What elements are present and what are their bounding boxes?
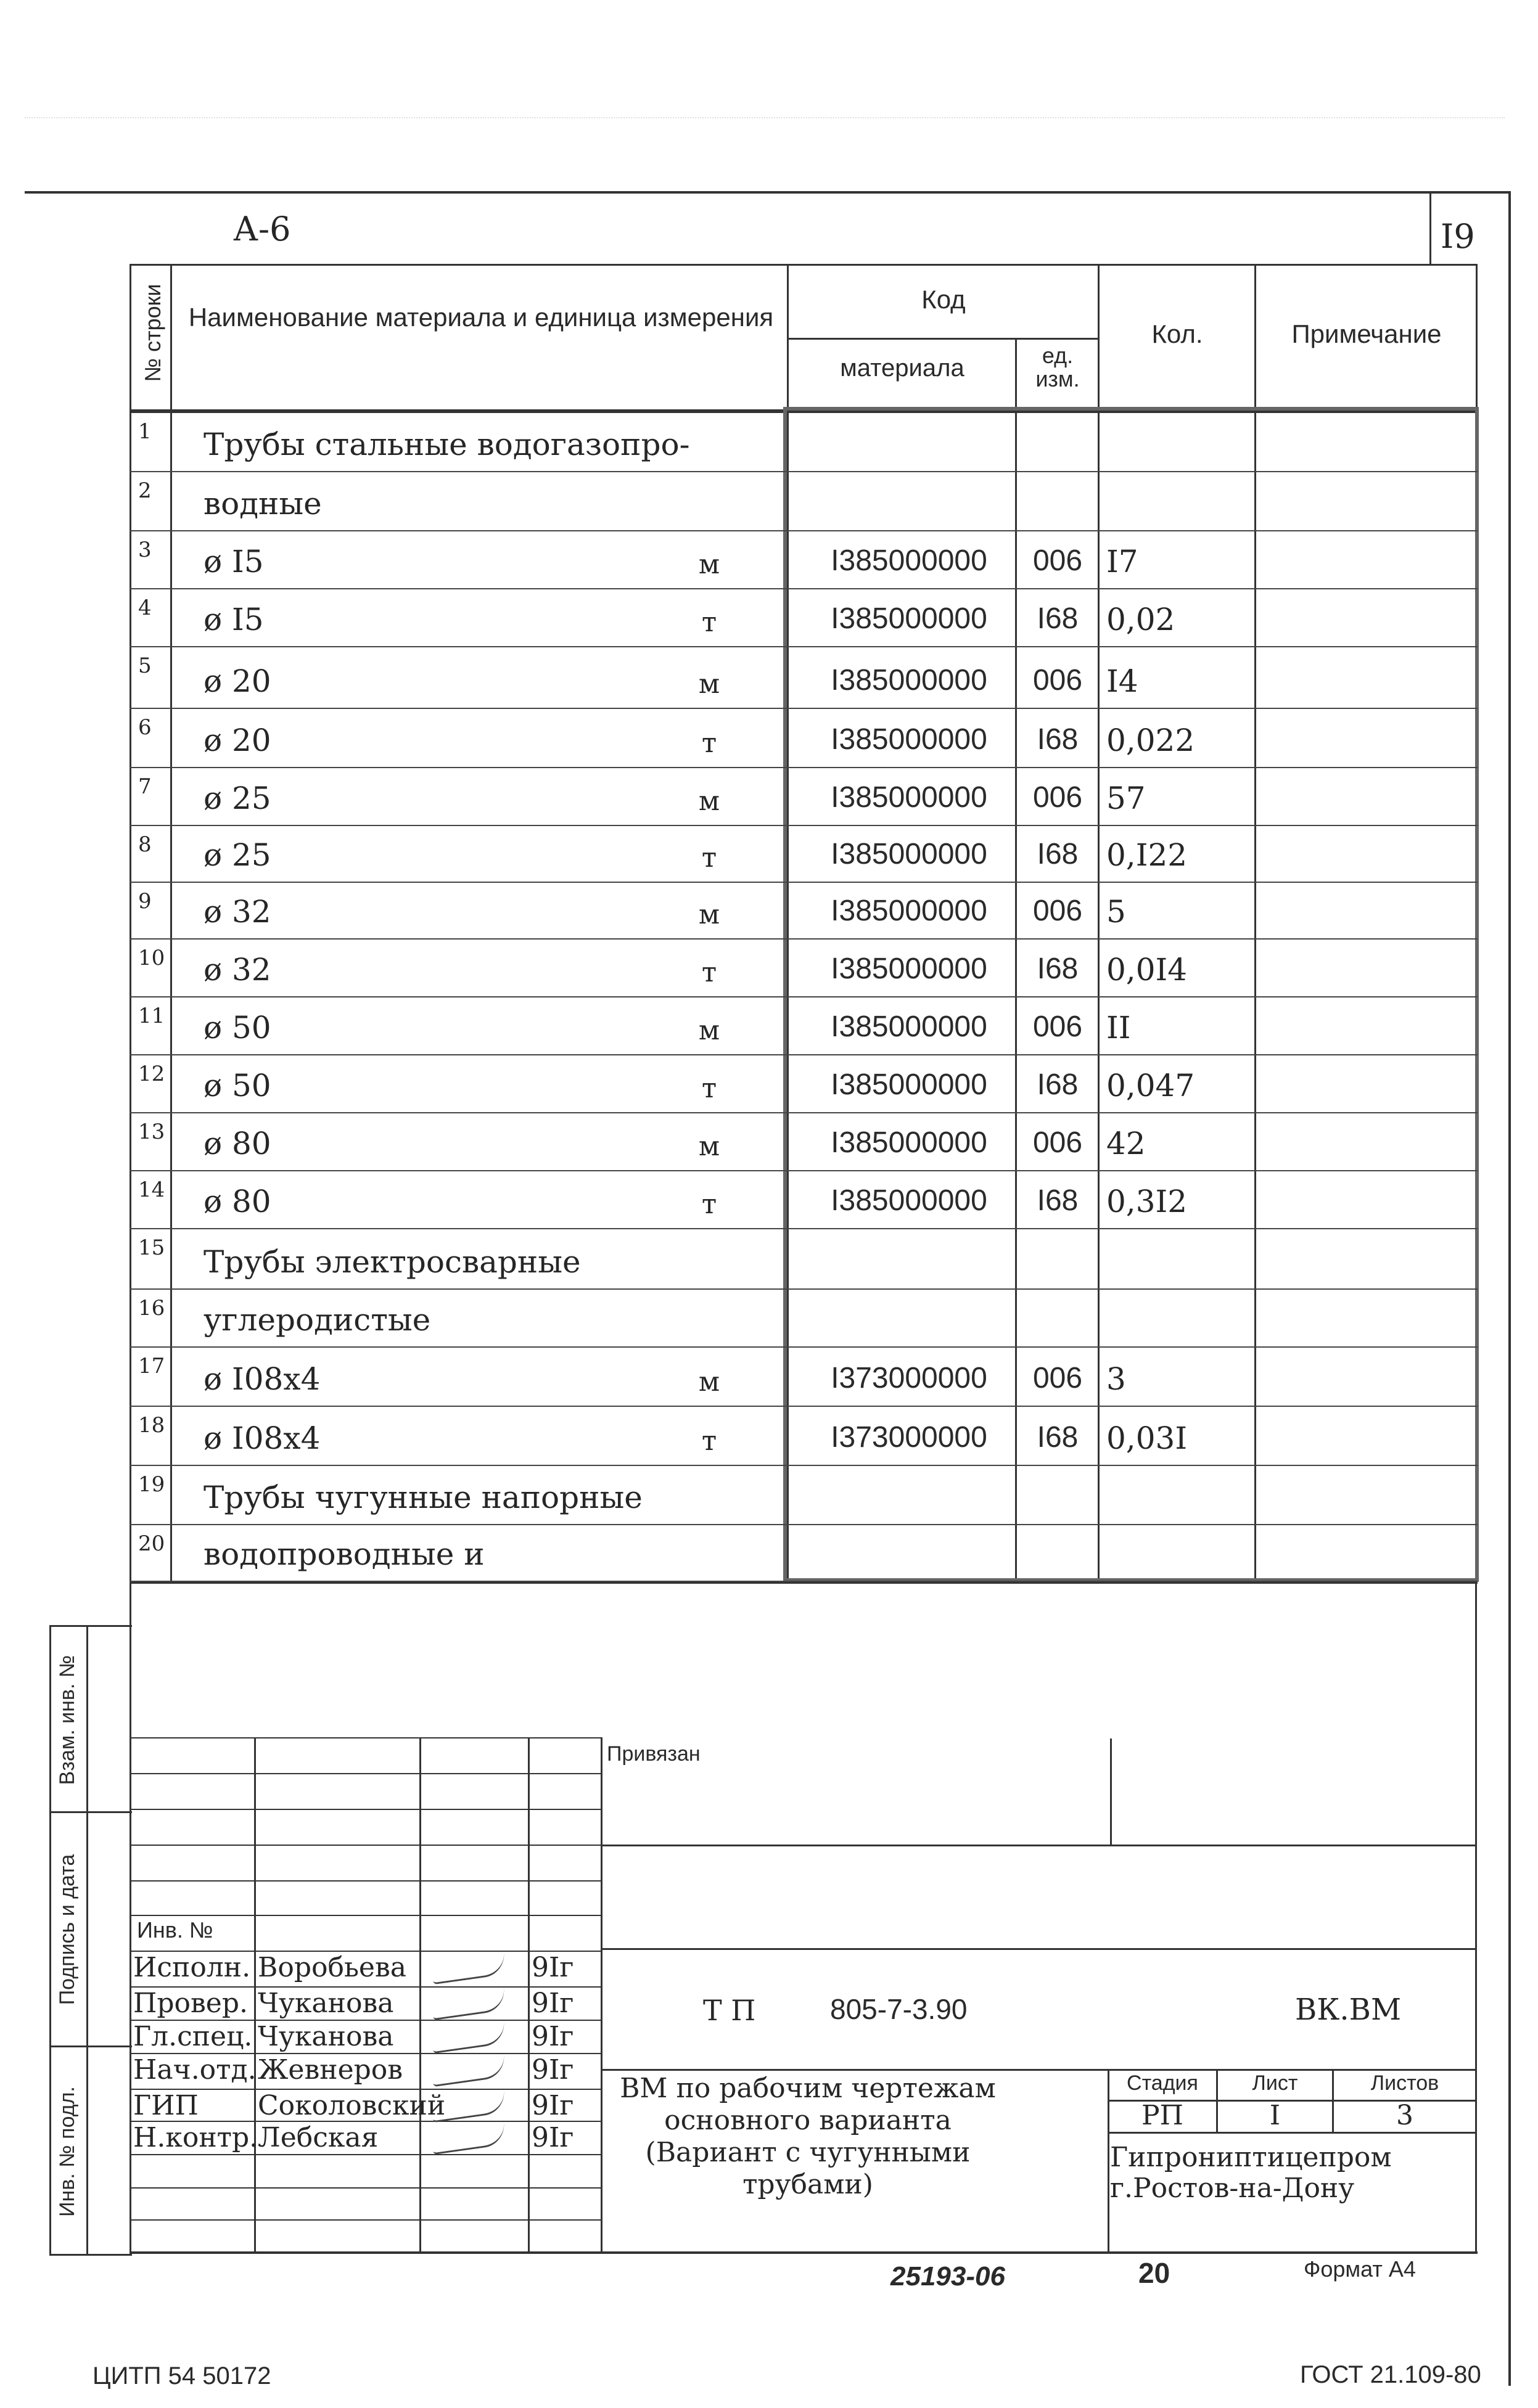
row-number: 12 [138, 1062, 165, 1086]
row-number: 5 [138, 653, 152, 678]
row-name: водопроводные и [204, 1536, 485, 1572]
grid-vline [419, 1737, 421, 2251]
stamp-right-border [1475, 1582, 1477, 2254]
side-line-d [49, 2254, 132, 2256]
grid-hline [130, 1845, 601, 1846]
row-number: 16 [138, 1296, 165, 1321]
table-row [130, 1348, 1478, 1407]
side-line-c [49, 2046, 132, 2047]
stage-value: РП [1141, 2100, 1183, 2131]
row-unit: м [698, 549, 720, 580]
row-quantity: 42 [1106, 1126, 1146, 1161]
signer-name: Лебская [258, 2122, 379, 2153]
row-unit-code: I68 [1037, 952, 1079, 985]
table-row [130, 1525, 1478, 1582]
row-material-code: I385000000 [831, 723, 987, 756]
row-name: ø I5 [204, 602, 264, 637]
table-row [130, 472, 1478, 531]
row-unit-code: 006 [1032, 544, 1083, 577]
row-name: ø I5 [204, 544, 264, 579]
signer-name: Чуканова [258, 2021, 394, 2052]
row-material-code: I385000000 [831, 781, 987, 814]
stamp-bottom-border [130, 2251, 1478, 2254]
table-row [130, 1055, 1478, 1113]
row-unit: т [701, 842, 717, 874]
row-unit: т [701, 1425, 717, 1457]
row-material-code: I385000000 [831, 838, 987, 870]
row-unit-code: I68 [1037, 723, 1079, 756]
row-name: ø 25 [204, 837, 271, 873]
handwritten-signature [430, 1988, 507, 2020]
table-row [130, 1290, 1478, 1348]
sheet-value: I [1269, 2100, 1281, 2131]
row-unit: м [698, 1131, 720, 1162]
row-unit-code: I68 [1037, 1421, 1079, 1454]
row-material-code: I385000000 [831, 544, 987, 577]
grid-hline [130, 1915, 601, 1916]
row-number: 2 [138, 478, 152, 503]
doc-number: 805-7-3.90 [830, 1993, 968, 2025]
table-row [130, 647, 1478, 709]
doc-mark: ВК.ВМ [1295, 1992, 1402, 2027]
table-row [130, 589, 1478, 647]
row-material-code: I385000000 [831, 952, 987, 985]
row-number: 8 [138, 832, 152, 857]
side-column-right [86, 1625, 88, 2254]
top-scan-noise [25, 92, 1505, 118]
row-number: 10 [138, 946, 165, 970]
table-row [130, 1171, 1478, 1229]
row-unit-code: 006 [1032, 1126, 1083, 1159]
row-unit-code: I68 [1037, 1068, 1079, 1101]
row-name: ø 80 [204, 1184, 271, 1219]
sheets-value: 3 [1396, 2100, 1413, 2131]
row-name: ø 32 [204, 952, 271, 988]
signer-date: 9Iг [532, 2054, 574, 2086]
handwritten-signature [430, 2122, 507, 2155]
row-material-code: I385000000 [831, 1184, 987, 1217]
row-quantity: 0,03I [1106, 1420, 1188, 1456]
doc-title-line4: трубами) [742, 2169, 873, 2200]
stage-left [1108, 2069, 1109, 2251]
signer-role: Н.контр. [133, 2122, 258, 2153]
signer-role: Нач.отд. [133, 2054, 257, 2086]
row-unit-code: 006 [1032, 781, 1083, 814]
row-material-code: I373000000 [831, 1362, 987, 1394]
frame-top-line [25, 191, 1511, 194]
row-quantity: 0,3I2 [1106, 1184, 1188, 1219]
row-number: 13 [138, 1120, 165, 1144]
page-number: I9 [1441, 217, 1475, 256]
signer-name: Чуканова [258, 1988, 394, 2019]
col-header-name-text: Наименование материала и единица измерения [188, 303, 774, 332]
row-unit: т [701, 957, 717, 988]
stamp-main-top [601, 1948, 1476, 1950]
row-name: ø 20 [204, 723, 271, 758]
table-row [130, 768, 1478, 826]
side-label-podpis: Подпись и дата [56, 1854, 79, 2005]
grid-hline [130, 2187, 601, 2189]
col-header-note: Примечание [1291, 319, 1442, 348]
table-row [130, 883, 1478, 940]
frame-right-line [1508, 191, 1511, 2386]
table-row [130, 826, 1478, 883]
privyazan-divider [1110, 1738, 1112, 1845]
doc-title [611, 2073, 1005, 2201]
row-quantity: 0,047 [1106, 1068, 1195, 1104]
signer-role: Исполн. [133, 1952, 251, 1983]
row-unit: м [698, 668, 720, 700]
sheet-code: А-6 [233, 210, 291, 248]
side-column-left [49, 1625, 51, 2254]
footer-page: 20 [1138, 2257, 1170, 2289]
grid-hline [130, 2154, 601, 2155]
inv-no-label: Инв. № [137, 1917, 213, 1943]
org-line1: Гипрониптицепром [1110, 2142, 1392, 2173]
row-number: 14 [138, 1177, 165, 1202]
signer-date: 9Iг [532, 2090, 574, 2121]
side-label-vzam: Взам. инв. № [56, 1655, 79, 1785]
col-header-code: Код [921, 285, 966, 314]
row-material-code: I385000000 [831, 664, 987, 697]
row-unit: т [701, 607, 717, 638]
row-name: Трубы чугунные напорные [204, 1480, 643, 1515]
grid-vline [528, 1737, 530, 2251]
gost-label: ГОСТ 21.109-80 [1300, 2361, 1481, 2388]
row-name: ø I08х4 [204, 1361, 321, 1397]
handwritten-signature [430, 2021, 507, 2054]
row-quantity: 0,0I4 [1106, 952, 1188, 988]
row-number: 1 [138, 419, 152, 444]
col-header-row-no: № строки [140, 284, 165, 382]
table-row [130, 709, 1478, 768]
row-unit: т [701, 1073, 717, 1104]
signer-name: Воробьева [258, 1952, 406, 1983]
grid-hline [130, 1809, 601, 1810]
row-unit: м [698, 899, 720, 930]
side-line-b [49, 1811, 132, 1813]
doc-title-line2: основного варианта [664, 2105, 952, 2136]
row-number: 15 [138, 1235, 165, 1260]
handwritten-signature [430, 2054, 507, 2087]
row-number: 4 [138, 596, 152, 620]
col-header-qty: Кол. [1151, 319, 1203, 348]
row-name: углеродистые [204, 1302, 431, 1338]
row-unit-code: 006 [1032, 895, 1083, 927]
table-row [130, 1113, 1478, 1171]
sheets-label: Листов [1370, 2071, 1439, 2095]
row-name: ø 80 [204, 1126, 271, 1161]
signer-role: Гл.спец. [133, 2021, 253, 2052]
table-row [130, 1407, 1478, 1466]
row-quantity: 0,I22 [1106, 837, 1188, 873]
row-number: 6 [138, 715, 152, 740]
row-number: 20 [138, 1531, 165, 1556]
row-name: ø 20 [204, 663, 271, 699]
doc-title-line3: (Вариант с чугунными [645, 2137, 971, 2168]
row-unit: т [701, 1189, 717, 1220]
signer-role: Провер. [133, 1988, 248, 2019]
signer-date: 9Iг [532, 1988, 574, 2019]
col-header-code-unit: ед. изм. [1035, 343, 1080, 391]
row-unit: т [701, 727, 717, 759]
row-unit: м [698, 785, 720, 817]
row-material-code: I385000000 [831, 1126, 987, 1159]
row-number: 18 [138, 1413, 165, 1438]
table-row [130, 997, 1478, 1055]
row-number: 7 [138, 774, 152, 799]
row-unit-code: I68 [1037, 602, 1079, 635]
row-material-code: I373000000 [831, 1421, 987, 1454]
row-unit-code: 006 [1032, 664, 1083, 697]
row-unit-code: 006 [1032, 1010, 1083, 1043]
signer-name: Жевнеров [258, 2054, 403, 2086]
sheet-label: Лист [1252, 2071, 1298, 2095]
row-quantity: II [1106, 1010, 1131, 1046]
row-material-code: I385000000 [831, 1068, 987, 1101]
row-name: Трубы электросварные [204, 1244, 581, 1280]
archive-number: 25193-06 [890, 2261, 1005, 2291]
col-header-code-material: материала [840, 354, 964, 382]
stage-label: Стадия [1127, 2071, 1198, 2095]
signer-date: 9Iг [532, 2122, 574, 2153]
signer-date: 9Iг [532, 1952, 574, 1983]
table-row [130, 531, 1478, 589]
row-material-code: I385000000 [831, 1010, 987, 1043]
grid-hline [130, 1737, 601, 1738]
privyazan-label: Привязан [607, 1742, 701, 1766]
row-number: 11 [138, 1004, 165, 1028]
grid-vline [130, 1737, 131, 2251]
row-name: ø I08х4 [204, 1420, 321, 1456]
row-name: ø 32 [204, 894, 271, 930]
row-name: Трубы стальные водогазопро- [204, 427, 690, 462]
table-row [130, 413, 1478, 472]
doc-title-line1: ВМ по рабочим чертежам [620, 2073, 996, 2104]
doc-tp: Т П [703, 1994, 756, 2027]
org-line2: г.Ростов-на-Дону [1110, 2173, 1355, 2204]
row-quantity: 3 [1106, 1361, 1126, 1397]
signer-date: 9Iг [532, 2021, 574, 2052]
row-name: ø 50 [204, 1068, 271, 1104]
lower-line-1 [130, 1582, 1478, 1584]
side-label-inv-podl: Инв. № подл. [56, 2086, 79, 2217]
frame-page-box-left [1429, 191, 1431, 265]
row-unit: м [698, 1015, 720, 1046]
row-name: водные [204, 486, 322, 522]
row-number: 17 [138, 1354, 165, 1378]
table-row [130, 940, 1478, 997]
row-number: 3 [138, 538, 152, 562]
row-number: 9 [138, 889, 152, 914]
row-material-code: I385000000 [831, 895, 987, 927]
grid-vline [601, 1737, 602, 2251]
table-row [130, 1466, 1478, 1525]
row-name: ø 25 [204, 780, 271, 816]
row-material-code: I385000000 [831, 602, 987, 635]
side-line-a [49, 1625, 132, 1627]
grid-vline [254, 1737, 256, 2251]
code-sub-line [787, 338, 1099, 340]
privyazan-line [601, 1845, 1476, 1846]
row-quantity: 57 [1106, 780, 1146, 816]
row-number: 19 [138, 1472, 165, 1497]
table-row [130, 1229, 1478, 1290]
row-unit-code: I68 [1037, 1184, 1079, 1217]
row-name: ø 50 [204, 1010, 271, 1046]
row-unit: м [698, 1366, 720, 1398]
format-label: Формат А4 [1304, 2256, 1416, 2282]
stage-value-line [1108, 2132, 1476, 2134]
grid-hline [130, 2219, 601, 2221]
stamp-title-line [601, 2069, 1476, 2071]
col-header-name [185, 302, 777, 333]
left-code: ЦИТП 54 50172 [93, 2362, 271, 2390]
grid-hline [130, 1773, 601, 1774]
handwritten-signature [430, 1952, 507, 1984]
row-quantity: 0,022 [1106, 723, 1195, 758]
row-unit-code: I68 [1037, 838, 1079, 870]
grid-hline [130, 1880, 601, 1882]
row-unit-code: 006 [1032, 1362, 1083, 1394]
row-quantity: I4 [1106, 663, 1138, 699]
signer-role: ГИП [133, 2090, 199, 2121]
row-quantity: I7 [1106, 544, 1138, 579]
signer-name: Соколовский [258, 2090, 446, 2121]
row-quantity: 5 [1106, 894, 1126, 930]
row-quantity: 0,02 [1106, 602, 1175, 637]
